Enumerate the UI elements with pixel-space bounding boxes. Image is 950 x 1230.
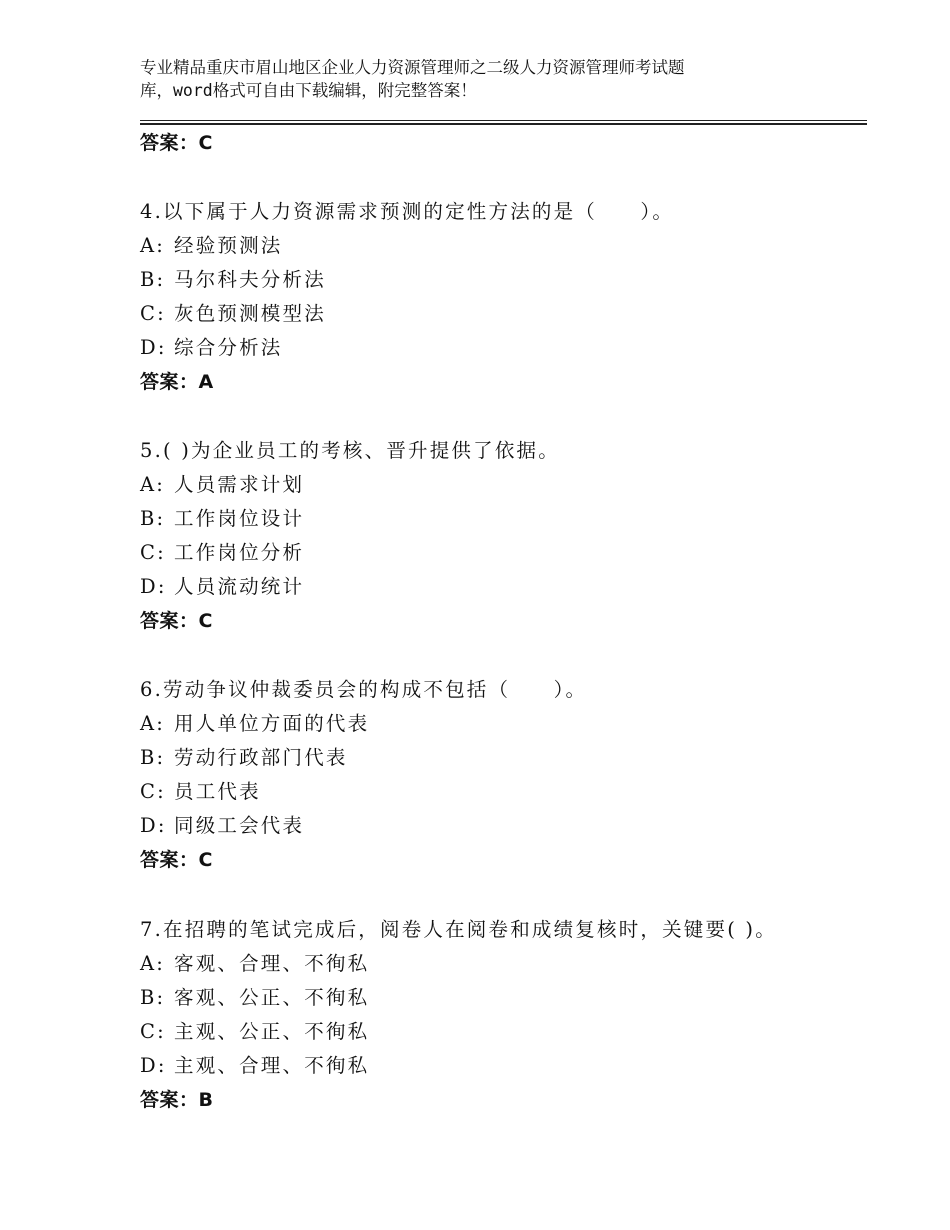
question-7-answer: 答案：B bbox=[140, 1089, 214, 1111]
document-header bbox=[140, 56, 840, 102]
option-text: 客观、合理、不徇私 bbox=[174, 952, 370, 975]
question-4-option-a bbox=[140, 234, 283, 258]
question-6-stem: 6.劳动争议仲裁委员会的构成不包括（ ）。 bbox=[140, 678, 588, 701]
option-text: 主观、公正、不徇私 bbox=[174, 1020, 370, 1043]
option-label: A: bbox=[140, 234, 166, 257]
option-label: D: bbox=[140, 1054, 167, 1077]
header-title-line-2: 库，word格式可自由下载编辑，附完整答案！ bbox=[140, 81, 477, 100]
question-5-answer: 答案：C bbox=[140, 610, 213, 632]
question-4-answer: 答案：A bbox=[140, 371, 214, 393]
question-7-stem: 7.在招聘的笔试完成后，阅卷人在阅卷和成绩复核时，关键要( )。 bbox=[140, 918, 777, 941]
option-label: C: bbox=[140, 780, 166, 803]
option-text: 同级工会代表 bbox=[174, 814, 305, 837]
option-label: B: bbox=[140, 746, 166, 769]
question-6-option-c bbox=[140, 780, 261, 804]
option-text: 主观、合理、不徇私 bbox=[174, 1054, 370, 1077]
question-6-answer: 答案：C bbox=[140, 849, 213, 871]
option-text: 工作岗位设计 bbox=[174, 507, 305, 530]
question-6-option-d bbox=[140, 814, 304, 838]
question-5-option-d bbox=[140, 575, 304, 599]
question-6-option-b bbox=[140, 746, 348, 770]
option-text: 人员流动统计 bbox=[174, 575, 305, 598]
option-label: A: bbox=[140, 473, 166, 496]
option-text: 客观、公正、不徇私 bbox=[174, 986, 370, 1009]
header-divider-thin bbox=[140, 120, 867, 121]
previous-question-answer: 答案：C bbox=[140, 132, 213, 154]
question-4-option-b bbox=[140, 268, 326, 292]
option-text: 员工代表 bbox=[174, 780, 261, 803]
option-text: 综合分析法 bbox=[174, 336, 283, 359]
option-label: C: bbox=[140, 302, 166, 325]
option-text: 用人单位方面的代表 bbox=[174, 712, 370, 735]
option-label: B: bbox=[140, 507, 166, 530]
option-label: A: bbox=[140, 952, 166, 975]
header-title-line-1: 专业精品重庆市眉山地区企业人力资源管理师之二级人力资源管理师考试题 bbox=[140, 58, 685, 77]
question-5-option-b bbox=[140, 507, 304, 531]
question-4-stem: 4.以下属于人力资源需求预测的定性方法的是（ ）。 bbox=[140, 200, 675, 223]
option-text: 工作岗位分析 bbox=[174, 541, 305, 564]
option-label: B: bbox=[140, 268, 166, 291]
question-7-option-a bbox=[140, 952, 369, 976]
question-5-option-c bbox=[140, 541, 304, 565]
question-4-option-d bbox=[140, 336, 283, 360]
question-7-option-d bbox=[140, 1054, 369, 1078]
option-label: D: bbox=[140, 575, 167, 598]
question-6-option-a bbox=[140, 712, 369, 736]
option-text: 经验预测法 bbox=[174, 234, 283, 257]
option-label: C: bbox=[140, 1020, 166, 1043]
question-5-option-a bbox=[140, 473, 304, 497]
option-text: 灰色预测模型法 bbox=[174, 302, 326, 325]
option-text: 人员需求计划 bbox=[174, 473, 305, 496]
option-text: 马尔科夫分析法 bbox=[174, 268, 326, 291]
option-label: A: bbox=[140, 712, 166, 735]
option-label: D: bbox=[140, 336, 167, 359]
question-7-option-b bbox=[140, 986, 369, 1010]
option-label: D: bbox=[140, 814, 167, 837]
option-text: 劳动行政部门代表 bbox=[174, 746, 348, 769]
question-5-stem: 5.( )为企业员工的考核、晋升提供了依据。 bbox=[140, 439, 560, 462]
question-7-option-c bbox=[140, 1020, 369, 1044]
header-divider-thick bbox=[140, 123, 867, 125]
option-label: B: bbox=[140, 986, 166, 1009]
option-label: C: bbox=[140, 541, 166, 564]
question-4-option-c bbox=[140, 302, 326, 326]
